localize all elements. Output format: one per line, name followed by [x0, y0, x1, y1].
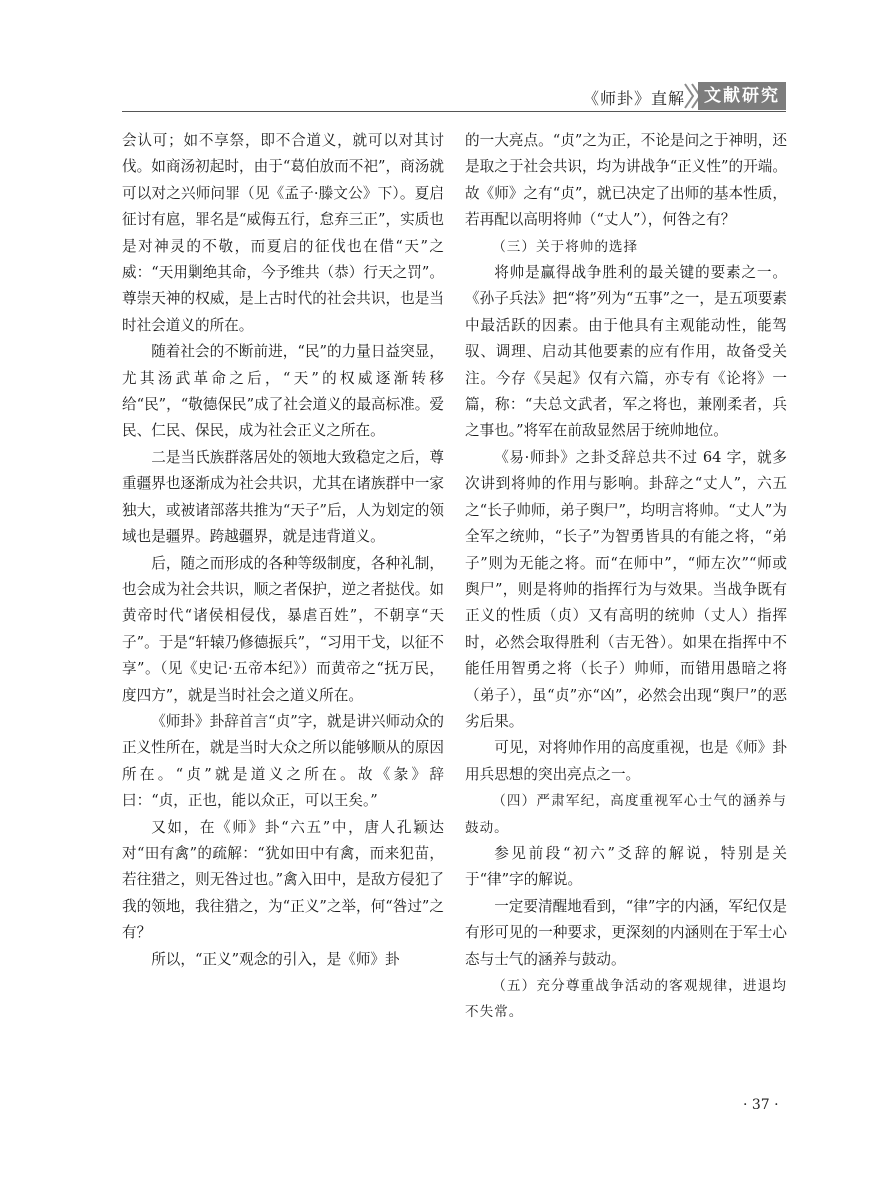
- section-badge: 文献研究: [698, 82, 786, 110]
- paragraph: 会认可；如不享祭，即不合道义，就可以对其讨伐。如商汤初起时，由于“葛伯放而不祀”，商汤就可以对之兴师问罪（见《孟子·滕文公》下）。夏启征讨有扈，罪名是“威侮五行，怠弃三正”，实质也是对神灵的不敬，而夏启的征伐也在借“天”之威：“天用剿绝其命，今予维共（恭）行天之罚”。尊崇天神的权威，是上古时代的社会共识，也是当时社会道义的所在。: [122, 132, 444, 334]
- running-header: [0, 82, 890, 114]
- subheading: （三）关于将帅的选择: [492, 238, 639, 255]
- subheading: （五）充分尊重战争活动的客观规律，进退均不失常。: [465, 978, 787, 1021]
- left-column: [122, 128, 444, 973]
- page-number: · 37 ·: [743, 1097, 779, 1113]
- paragraph: 《师卦》卦辞首言“贞”字，就是讲兴师动众的正义性所在，就是当时大众之所以能够顺从的原因所在。“贞”就是道义之所在。故《彖》辞曰：“贞，正也，能以众正，可以王矣。”: [122, 712, 444, 810]
- paragraph: 所以，“正义”观念的引入，是《师》卦: [151, 950, 400, 968]
- paragraph: 一定要清醒地看到，“律”字的内涵，军纪仅是有形可见的一种要求，更深刻的内涵则在于军士心态与士气的涵养与鼓动。: [465, 897, 787, 968]
- paragraph: 参见前段“初六”爻辞的解说，特别是关于“律”字的解说。: [465, 844, 787, 889]
- paragraph: 随着社会的不断前进，“民”的力量日益突显，尤其汤武革命之后，“天”的权威逐渐转移给“民”，“敬德保民”成了社会道义的最高标准。爱民、仁民、保民，成为社会正义之所在。: [122, 343, 444, 440]
- header-divider: [122, 111, 786, 112]
- paragraph: 又如，在《师》卦“六五”中，唐人孔颖达对“田有禽”的疏解：“犹如田中有禽，而来犯苗，若往猎之，则无咎过也。”禽入田中，是敌方侵犯了我的领地，我往猎之，为“正义”之举，何“咎过”之有？: [122, 818, 444, 942]
- paragraph: 的一大亮点。“贞”之为正，不论是问之于神明，还是取之于社会共识，均为讲战争“正义性”的开端。故《师》之有“贞”，就已决定了出师的基本性质，若再配以高明将帅（“丈人”），何咎之有？: [465, 132, 787, 229]
- paragraph: 可见，对将帅作用的高度重视，也是《师》卦用兵思想的突出亮点之一。: [465, 739, 787, 783]
- article-title: 《师卦》直解: [582, 89, 685, 108]
- paragraph: 《易·师卦》之卦爻辞总共不过 64 字，就多次讲到将帅的作用与影响。卦辞之“丈人”，六五之“长子帅师，弟子舆尸”，均明言将帅。“丈人”为全军之统帅，“长子”为智勇皆具的有能之将，“弟子”则为无能之将。而“在师中”，“师左次”“师或舆尸”，则是将帅的指挥行为与效果。当战争既有正义的性质（贞）又有高明的统帅（丈人）指挥时，必然会取得胜利（吉无咎）。如果在指挥中不能任用智勇之将（长子）帅师，而错用愚暗之将（弟子），虽“贞”亦“凶”，必然会出现“舆尸”的恶劣后果。: [465, 448, 787, 730]
- paragraph: 二是当氏族群落居处的领地大致稳定之后，尊重疆界也逐渐成为社会共识，尤其在诸族群中一家独大，或被诸部落共推为“天子”后，人为划定的领域也是疆界。跨越疆界，就是违背道义。: [122, 448, 444, 546]
- paragraph: 后，随之而形成的各种等级制度，各种礼制，也会成为社会共识，顺之者保护，逆之者挞伐。如黄帝时代“诸侯相侵伐，暴虐百姓”，不朝享“天子”。于是“轩辕乃修德振兵”，“习用干戈，以征不享”。（见《史记·五帝本纪》）而黄帝之“抚万民，度四方”，就是当时社会之道义所在。: [122, 554, 444, 704]
- paragraph: 将帅是赢得战争胜利的最关键的要素之一。《孙子兵法》把“将”列为“五事”之一，是五项要素中最活跃的因素。由于他具有主观能动性，能驾驭、调理、启动其他要素的应有作用，故备受关注。今存《吴起》仅有六篇，亦专有《论将》一篇，称：“夫总文武者，军之将也，兼刚柔者，兵之事也。”将军在前敌显然居于统帅地位。: [465, 264, 787, 440]
- right-column: [465, 128, 787, 1026]
- subheading: （四）严肃军纪，高度重视军心士气的涵养与鼓动。: [465, 793, 787, 836]
